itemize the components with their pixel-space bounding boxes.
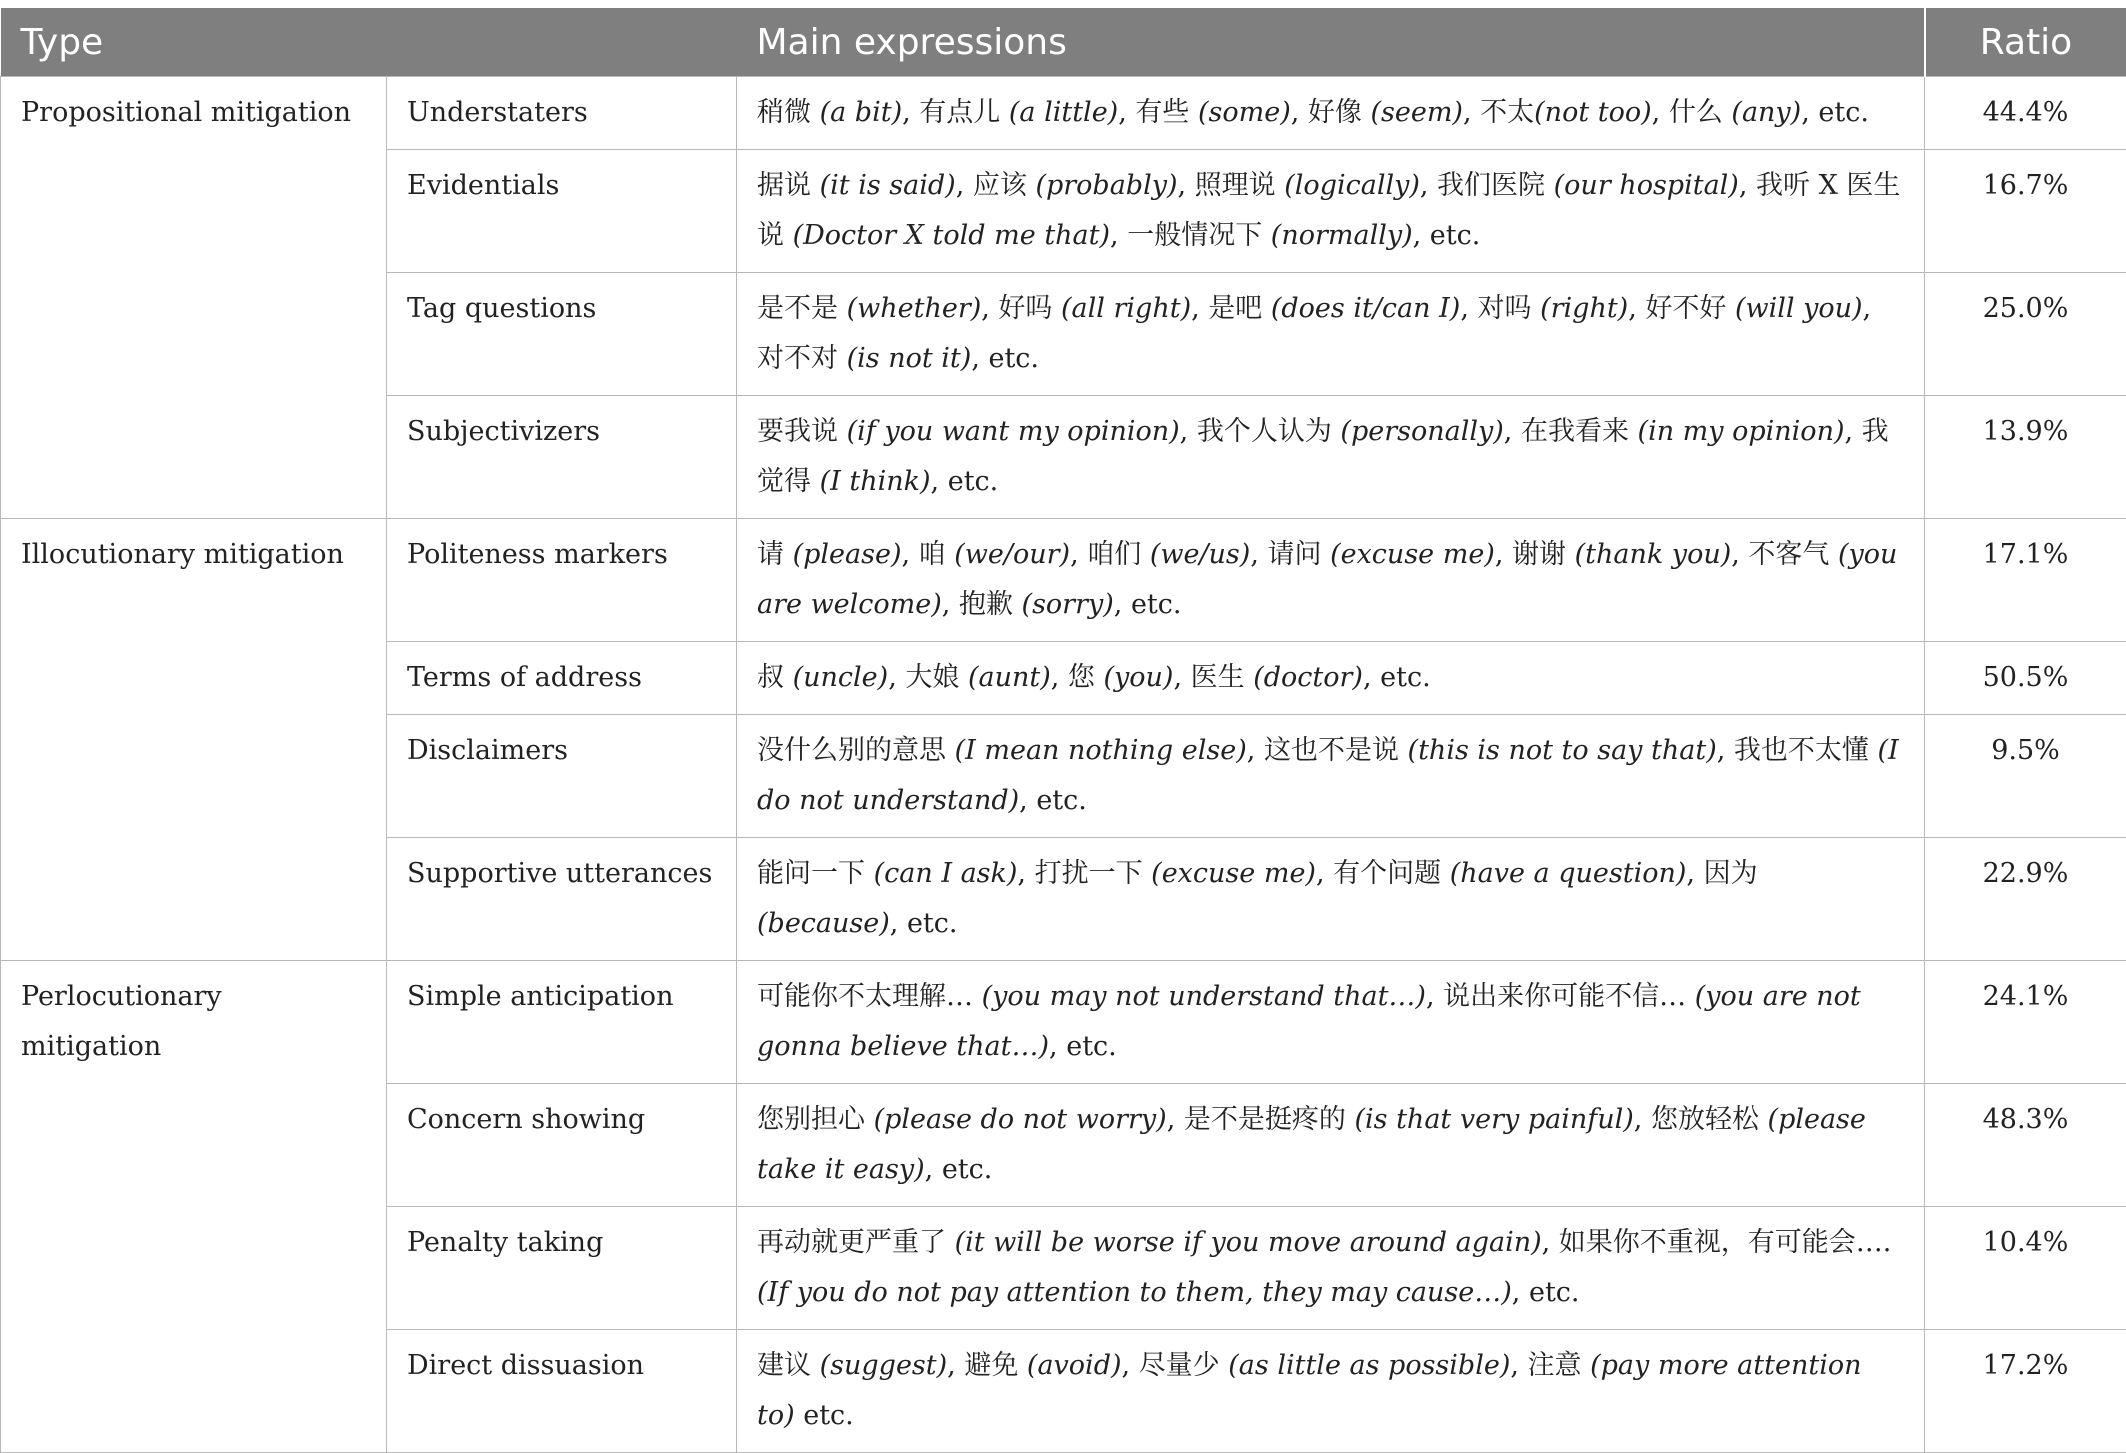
expression-cell: 请 (please), 咱 (we/our), 咱们 (we/us), 请问 (excuse me), 谢谢 (thank you), 不客气 (you are welcome), 抱歉 (sorry), etc. [737, 519, 1925, 642]
table-row [1, 77, 2126, 150]
header-expressions: Main expressions [737, 8, 1925, 77]
ratio-cell: 50.5% [1925, 642, 2126, 715]
expression-cell: 稍微 (a bit), 有点儿 (a little), 有些 (some), 好像 (seem), 不太(not too), 什么 (any), etc. [737, 77, 1925, 150]
ratio-cell: 25.0% [1925, 273, 2126, 396]
expression-cell: 叔 (uncle), 大娘 (aunt), 您 (you), 医生 (doctor), etc. [737, 642, 1925, 715]
subtype-cell: Concern showing [387, 1084, 737, 1207]
header-ratio: Ratio [1925, 8, 2126, 77]
expression-cell: 据说 (it is said), 应该 (probably), 照理说 (logically), 我们医院 (our hospital), 我听 X 医生说 (Doctor X told me that), 一般情况下 (normally), etc. [737, 150, 1925, 273]
subtype-cell: Terms of address [387, 642, 737, 715]
subtype-cell: Supportive utterances [387, 838, 737, 961]
ratio-cell: 17.1% [1925, 519, 2126, 642]
header-row [1, 8, 2126, 77]
header-type: Type [1, 8, 737, 77]
mitigation-table [0, 8, 2126, 1453]
ratio-cell: 24.1% [1925, 961, 2126, 1084]
subtype-cell: Tag questions [387, 273, 737, 396]
expression-cell: 您别担心 (please do not worry), 是不是挺疼的 (is that very painful), 您放轻松 (please take it easy), etc. [737, 1084, 1925, 1207]
group-perlocutionary: Perlocutionary mitigation [1, 961, 387, 1453]
subtype-cell: Simple anticipation [387, 961, 737, 1084]
group-propositional: Propositional mitigation [1, 77, 387, 519]
ratio-cell: 22.9% [1925, 838, 2126, 961]
subtype-cell: Direct dissuasion [387, 1330, 737, 1453]
expression-cell: 是不是 (whether), 好吗 (all right), 是吧 (does it/can I), 对吗 (right), 好不好 (will you), 对不对 (is not it), etc. [737, 273, 1925, 396]
ratio-cell: 16.7% [1925, 150, 2126, 273]
subtype-cell: Evidentials [387, 150, 737, 273]
expression-cell: 再动就更严重了 (it will be worse if you move around again), 如果你不重视，有可能会….(If you do not pay attention to them, they may cause…), etc. [737, 1207, 1925, 1330]
subtype-cell: Subjectivizers [387, 396, 737, 519]
ratio-cell: 17.2% [1925, 1330, 2126, 1453]
ratio-cell: 13.9% [1925, 396, 2126, 519]
table-row [1, 519, 2126, 642]
table-row [1, 961, 2126, 1084]
expression-cell: 要我说 (if you want my opinion), 我个人认为 (personally), 在我看来 (in my opinion), 我觉得 (I think), etc. [737, 396, 1925, 519]
subtype-cell: Politeness markers [387, 519, 737, 642]
expression-cell: 能问一下 (can I ask), 打扰一下 (excuse me), 有个问题 (have a question), 因为 (because), etc. [737, 838, 1925, 961]
ratio-cell: 48.3% [1925, 1084, 2126, 1207]
expression-cell: 可能你不太理解… (you may not understand that…), 说出来你可能不信… (you are not gonna believe that…), etc. [737, 961, 1925, 1084]
ratio-cell: 10.4% [1925, 1207, 2126, 1330]
ratio-cell: 44.4% [1925, 77, 2126, 150]
subtype-cell: Disclaimers [387, 715, 737, 838]
ratio-cell: 9.5% [1925, 715, 2126, 838]
subtype-cell: Penalty taking [387, 1207, 737, 1330]
subtype-cell: Understaters [387, 77, 737, 150]
group-illocutionary: Illocutionary mitigation [1, 519, 387, 961]
expression-cell: 建议 (suggest), 避免 (avoid), 尽量少 (as little as possible), 注意 (pay more attention to) etc. [737, 1330, 1925, 1453]
expression-cell: 没什么别的意思 (I mean nothing else), 这也不是说 (this is not to say that), 我也不太懂 (I do not understand), etc. [737, 715, 1925, 838]
